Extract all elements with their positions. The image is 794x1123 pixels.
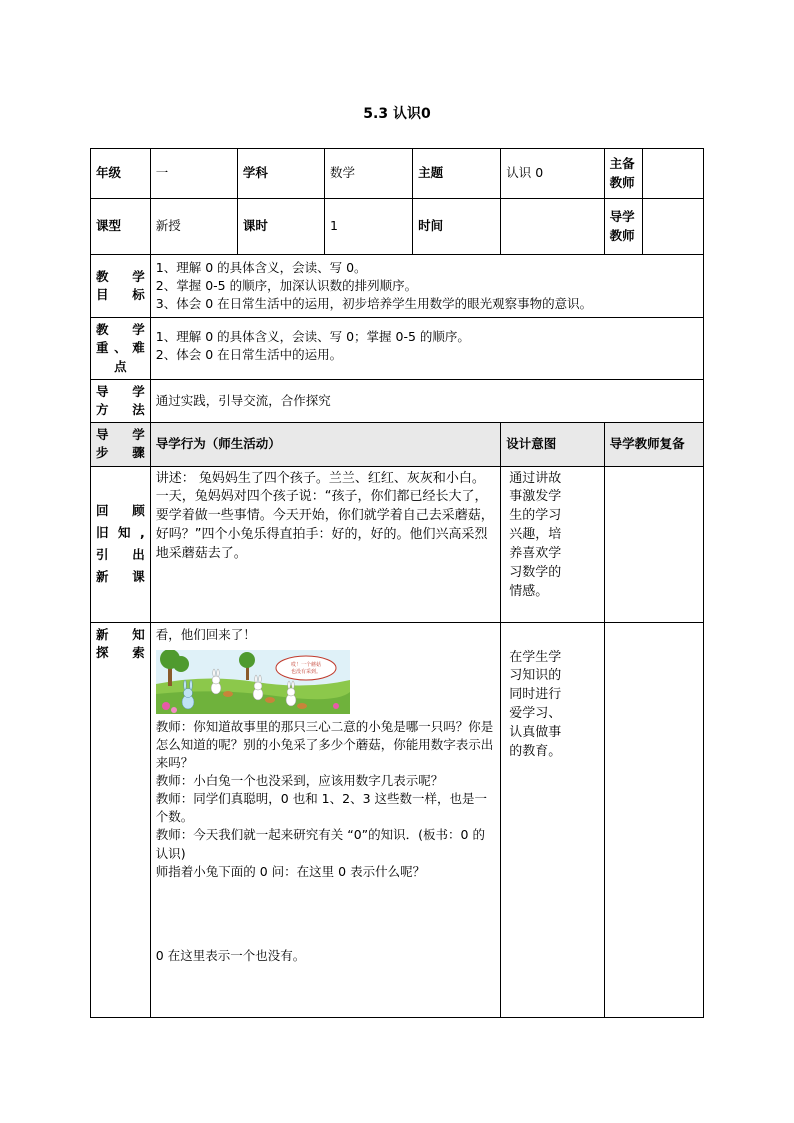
intent-line: 习数学的	[509, 564, 562, 580]
goal-item: 1、理解 0 的具体含义，会读、写 0。	[155, 259, 367, 275]
basket-icon	[265, 697, 275, 703]
teacher-line: 教师：小白兔一个也没采到，应该用数字几表示呢？	[155, 773, 444, 788]
intent-line: 在学生学	[509, 649, 562, 665]
bubble-text: 也没有采到。	[290, 668, 321, 675]
teacher-line: 教师：同学们真聪明，0 也和 1、2、3 这些数一样，也是一个数。	[155, 791, 487, 825]
guide-teacher-label	[604, 199, 643, 255]
intent-column-header: 设计意图	[501, 423, 604, 466]
intent-line: 通过讲故	[509, 470, 562, 486]
intent-line: 认真做事	[509, 724, 562, 740]
review-label-line1: 回 顾	[96, 503, 145, 519]
time-label: 时间	[413, 199, 501, 255]
guide-teacher-label-line1: 导学	[609, 209, 635, 225]
steps-label-line2: 步骤	[96, 445, 145, 461]
key-points-label	[91, 318, 151, 380]
review-notes	[604, 466, 703, 622]
lesson-type-value: 新授	[150, 199, 237, 255]
grade-value: 一	[150, 149, 237, 199]
key-points-label-line2: 重、难	[96, 340, 145, 356]
review-label-line2: 旧知,	[96, 525, 145, 541]
explore-content	[150, 622, 501, 1017]
method-label-line1: 导 学	[96, 384, 145, 399]
method-label-line2: 方法	[96, 402, 145, 418]
topic-value: 认识 0	[501, 149, 604, 199]
goals-label-line2: 目标	[96, 287, 145, 302]
lead-teacher-label	[604, 149, 643, 199]
page-title: 5.3 认识0	[363, 106, 431, 122]
period-value: 1	[325, 199, 413, 255]
teacher-line: 教师：你知道故事里的那只三心二意的小兔是哪一只吗？你是怎么知道的呢？别的小兔采了多少个蘑菇，你能用数字表示出来吗？	[155, 718, 494, 770]
review-story	[150, 466, 501, 622]
topic-label: 主题	[413, 149, 501, 199]
intent-line: 爱学习、	[509, 706, 562, 722]
key-point-item: 2、体会 0 在日常生活中的运用。	[155, 347, 343, 363]
method-label	[91, 380, 151, 423]
speech-bubble	[276, 656, 336, 680]
basket-icon	[297, 703, 307, 709]
period-label: 课时	[237, 199, 324, 255]
lead-teacher-label-line2: 教师	[609, 174, 635, 190]
review-column-header: 导学教师复备	[604, 423, 703, 466]
subject-value: 数学	[325, 149, 413, 199]
lead-teacher-value	[643, 149, 704, 199]
intent-line: 兴趣，培	[509, 527, 562, 543]
intent-line: 养喜欢学	[509, 545, 562, 561]
bubble-text: 哎！一个蘑菇	[290, 661, 321, 668]
key-point-item: 1、理解 0 的具体含义，会读、写 0；掌握 0-5 的顺序。	[155, 329, 470, 344]
explore-label-line1: 新 知	[96, 626, 145, 642]
key-points-content	[150, 318, 703, 380]
explore-answer: 0 在这里表示一个也没有。	[155, 947, 306, 963]
teacher-line: 教师：今天我们就一起来研究有关 “0”的知识．(板书：0 的认识)	[155, 827, 485, 861]
story-line: 讲述： 兔妈妈生了四个孩子。兰兰、红红、灰灰和小白。	[155, 470, 485, 486]
explore-intent	[501, 622, 604, 1017]
explore-row	[91, 622, 704, 1017]
goals-label	[91, 255, 151, 318]
key-points-row	[91, 318, 704, 380]
intent-line: 同时进行	[509, 687, 562, 703]
review-label	[91, 466, 151, 622]
story-line: 要学着做一些事情。今天开始，你们就学着自己去采蘑菇，	[155, 508, 494, 524]
lead-teacher-label-line1: 主备	[609, 156, 635, 172]
goal-item: 3、体会 0 在日常生活中的运用，初步培养学生用数学的眼光观察事物的意识。	[155, 296, 593, 312]
goals-row	[91, 255, 704, 318]
activity-column-header: 导学行为（师生活动）	[150, 423, 501, 466]
explore-notes	[604, 622, 703, 1017]
key-points-label-line3: 点	[114, 358, 127, 374]
steps-label-line1: 导 学	[96, 427, 145, 443]
time-value	[501, 199, 604, 255]
review-label-line3: 引 出	[96, 547, 145, 562]
review-row	[91, 466, 704, 622]
flower-icon	[162, 702, 170, 710]
lesson-type-label: 课型	[91, 199, 151, 255]
grade-label: 年级	[91, 149, 151, 199]
intent-line: 情感。	[509, 583, 549, 599]
lesson-plan-table	[90, 148, 704, 1018]
intent-line: 的教育。	[509, 743, 562, 759]
goals-content	[150, 255, 703, 318]
flower-icon	[333, 703, 339, 709]
teacher-line: 师指着小兔下面的 0 问：在这里 0 表示什么呢？	[155, 863, 426, 879]
guide-teacher-value	[643, 199, 704, 255]
intent-line: 生的学习	[509, 508, 562, 524]
review-intent	[501, 466, 604, 622]
key-points-label-line1: 教学	[96, 322, 145, 338]
steps-header-row	[91, 423, 704, 466]
method-row	[91, 380, 704, 423]
goal-item: 2、掌握 0-5 的顺序，加深认识数的排列顺序。	[155, 277, 418, 293]
explore-intro: 看，他们回来了！	[155, 626, 256, 642]
subject-label: 学科	[237, 149, 324, 199]
goals-label-line1: 教 学	[96, 268, 145, 284]
steps-label	[91, 423, 151, 466]
rabbits-illustration	[156, 650, 350, 714]
method-value: 通过实践，引导交流，合作探究	[150, 380, 703, 423]
intent-line: 事激发学	[509, 489, 562, 505]
story-line: 地采蘑菇去了。	[155, 545, 247, 561]
story-line: 好吗？”四个小兔乐得直拍手：好的，好的。他们兴高采烈	[155, 527, 488, 543]
flower-icon	[171, 707, 177, 713]
explore-label-line2: 探索	[96, 644, 145, 660]
review-label-line4: 新课	[96, 568, 145, 584]
basket-icon	[223, 691, 233, 697]
story-line: 一天，兔妈妈对四个孩子说：“孩子，你们都已经长大了，	[155, 489, 488, 505]
guide-teacher-label-line2: 教师	[609, 227, 635, 243]
intent-line: 习知识的	[509, 668, 562, 684]
tree-icon	[239, 652, 255, 668]
explore-label	[91, 622, 151, 1017]
info-row-1	[91, 149, 704, 199]
info-row-2	[91, 199, 704, 255]
